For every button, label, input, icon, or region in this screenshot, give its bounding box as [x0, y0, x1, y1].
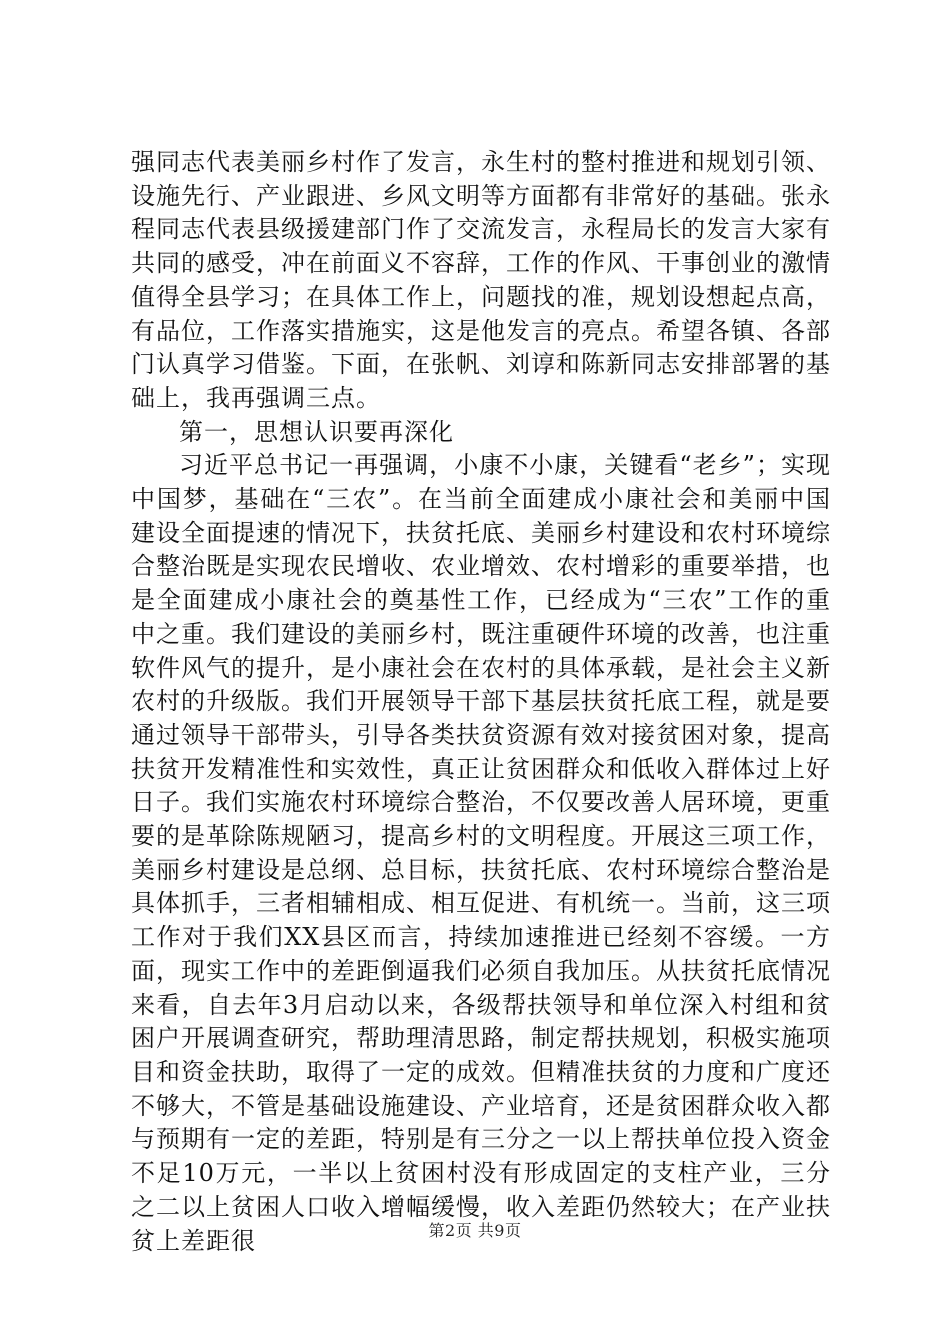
section-heading-first: 第一，思想认识要再深化 — [179, 417, 454, 446]
page-number-footer: 第2页 共9页 — [428, 1221, 522, 1240]
document-body — [131, 146, 831, 1258]
paragraph-body-first: 习近平总书记一再强调，小康不小康，关键看“老乡”；实现中国梦，基础在“三农”。在当前全面建成小康社会和美丽中国建设全面提速的情况下，扶贫托底、美丽乡村建设和农村环境综合整治既是实现农民增收、农业增效、农村增彩的重要举措，也是全面建成小康社会的奠基性工作，已经成为“三农”工作的重中之重。我们建设的美丽乡村，既注重硬件环境的改善，也注重软件风气的提升，是小康社会在农村的具体承载，是社会主义新农村的升级版。我们开展领导干部下基层扶贫托底工程，就是要通过领导干部带头，引导各类扶贫资源有效对接贫困对象，提高扶贫开发精准性和实效性，真正让贫困群众和低收入群体过上好日子。我们实施农村环境综合整治，不仅要改善人居环境，更重要的是革除陈规陋习，提高乡村的文明程度。开展这三项工作，美丽乡村建设是总纲、总目标，扶贫托底、农村环境综合整治是具体抓手，三者相辅相成、相互促进、有机统一。当前，这三项工作对于我们XX县区而言，持续加速推进已经刻不容缓。一方面，现实工作中的差距倒逼我们必须自我加压。从扶贫托底情况来看，自去年3月启动以来，各级帮扶领导和单位深入村组和贫困户开展调查研究，帮助理清思路，制定帮扶规划，积极实施项目和资金扶助，取得了一定的成效。但精准扶贫的力度和广度还不够大，不管是基础设施建设、产业培育，还是贫困群众收入都与预期有一定的差距，特别是有三分之一以上帮扶单位投入资金不足10万元，一半以上贫困村没有形成固定的支柱产业，三分之二以上贫困人口收入增幅缓慢，收入差距仍然较大；在产业扶贫上差距很 — [131, 451, 831, 1255]
paragraph-intro: 强同志代表美丽乡村作了发言，永生村的整村推进和规划引领、设施先行、产业跟进、乡风文明等方面都有非常好的基础。张永程同志代表县级援建部门作了交流发言，永程局长的发言大家有共同的感受，冲在前面义不容辞，工作的作风、干事创业的激情值得全县学习；在具体工作上，问题找的准，规划设想起点高，有品位，工作落实措施实，这是他发言的亮点。希望各镇、各部门认真学习借鉴。下面，在张帆、刘谆和陈新同志安排部署的基础上，我再强调三点。 — [131, 148, 831, 412]
